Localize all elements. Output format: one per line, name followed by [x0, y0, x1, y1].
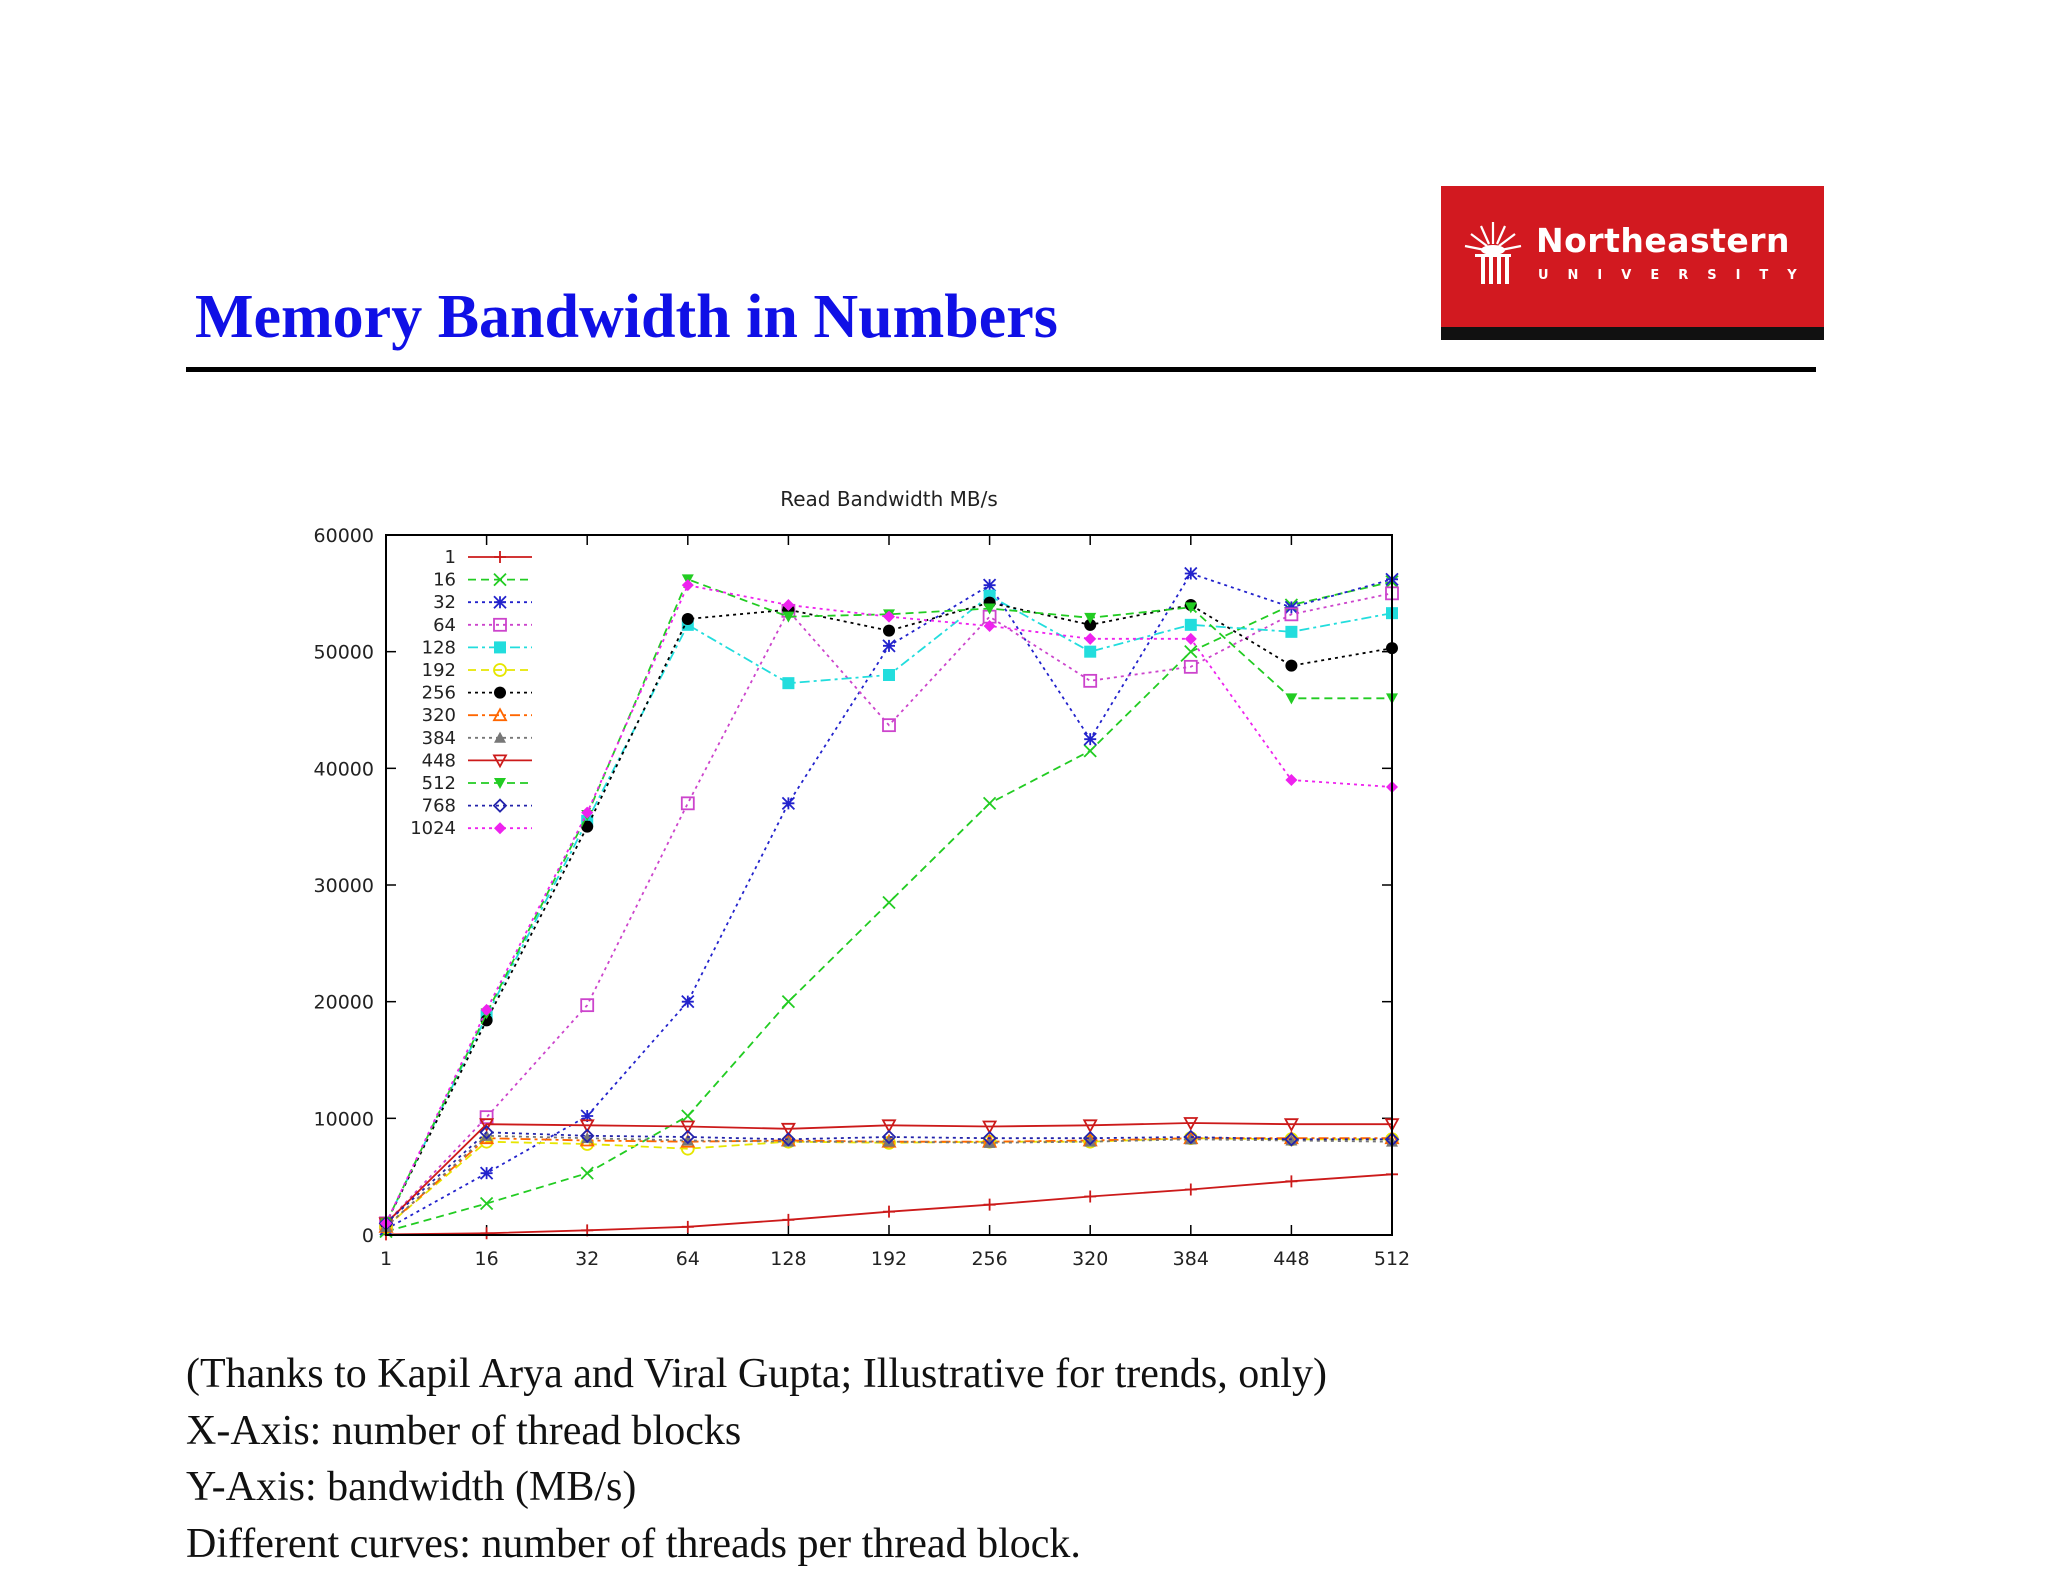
x-tick-label: 128 [770, 1248, 807, 1270]
caption-x-axis: X-Axis: number of thread blocks [186, 1407, 742, 1454]
chart-svg [290, 480, 1440, 1300]
data-point [782, 996, 794, 1008]
data-point [1285, 601, 1297, 613]
data-point [984, 579, 996, 591]
data-point [984, 797, 996, 809]
legend-label: 320 [421, 705, 456, 727]
legend-label: 384 [421, 727, 456, 749]
data-point [1185, 646, 1197, 658]
legend-label: 1024 [410, 818, 456, 840]
y-tick-label: 60000 [313, 525, 374, 547]
data-point [1285, 1175, 1297, 1187]
data-point [682, 1110, 694, 1122]
legend-label: 1 [444, 547, 456, 568]
logo-subtitle: UNIVERSITY [1538, 268, 1816, 283]
data-point [481, 1198, 493, 1210]
caption-curves: Different curves: number of threads per thread block. [186, 1520, 1081, 1567]
y-tick-label: 10000 [313, 1108, 374, 1131]
data-point [1285, 660, 1297, 672]
x-tick-label: 320 [1072, 1248, 1109, 1270]
x-tick-label: 192 [870, 1248, 908, 1270]
legend-marker [494, 596, 506, 608]
legend-label: 128 [421, 637, 456, 659]
legend-label: 512 [421, 773, 456, 794]
data-point [883, 1206, 895, 1218]
logo-wordmark: Northeastern [1536, 221, 1791, 260]
chart-title: Read Bandwidth MB/s [780, 487, 998, 511]
legend-marker [494, 822, 506, 834]
data-point [1084, 745, 1096, 757]
title-divider [186, 367, 1816, 372]
data-point [1285, 626, 1297, 638]
data-point [883, 897, 895, 909]
x-tick-label: 16 [474, 1248, 499, 1270]
data-point [1084, 646, 1096, 658]
x-tick-label: 512 [1373, 1248, 1411, 1270]
x-tick-label: 32 [575, 1248, 600, 1270]
data-point [481, 1167, 493, 1179]
data-point [682, 1221, 694, 1233]
data-point [682, 797, 694, 809]
data-point [782, 1214, 794, 1226]
data-point [883, 669, 895, 681]
x-tick-label: 64 [675, 1248, 700, 1270]
legend-label: 768 [421, 795, 456, 817]
caption-credits: (Thanks to Kapil Arya and Viral Gupta; Illustrative for trends, only) [186, 1351, 1327, 1397]
legend-label: 192 [421, 660, 456, 681]
legend-label: 16 [433, 569, 456, 591]
data-point [883, 640, 895, 652]
x-tick-label: 1 [379, 1248, 393, 1270]
series-line [386, 593, 1392, 1223]
data-point [682, 996, 694, 1008]
y-tick-label: 50000 [313, 641, 374, 664]
legend-label: 256 [421, 682, 456, 704]
slide-title: Memory Bandwidth in Numbers [195, 283, 1058, 351]
university-logo [1441, 186, 1824, 338]
data-point [682, 613, 694, 625]
data-point [1084, 733, 1096, 745]
series-line [386, 596, 1392, 1224]
legend-marker [494, 641, 506, 653]
y-tick-label: 40000 [313, 758, 374, 781]
caption-block [186, 1346, 1327, 1572]
data-point [782, 797, 794, 809]
legend-label: 448 [421, 750, 456, 772]
data-point [1185, 1184, 1197, 1196]
series-128 [380, 590, 1398, 1230]
x-tick-label: 448 [1273, 1248, 1310, 1270]
legend-marker [494, 687, 506, 699]
data-point [984, 1199, 996, 1211]
data-point [883, 625, 895, 637]
x-tick-label: 256 [971, 1248, 1008, 1270]
legend [410, 547, 532, 839]
data-point [1285, 774, 1297, 786]
y-tick-label: 0 [361, 1225, 374, 1247]
caption-y-axis: Y-Axis: bandwidth (MB/s) [186, 1464, 637, 1510]
legend-marker [494, 551, 506, 563]
data-point [1084, 633, 1096, 645]
data-point [1185, 568, 1197, 580]
x-tick-label: 384 [1172, 1248, 1209, 1270]
logo-underbar [1441, 327, 1824, 340]
y-tick-label: 20000 [313, 991, 374, 1014]
data-point [481, 1227, 493, 1239]
data-point [1285, 693, 1297, 704]
data-point [782, 677, 794, 689]
y-tick-label: 30000 [313, 875, 374, 897]
legend-label: 64 [433, 614, 456, 636]
data-point [1084, 1191, 1096, 1203]
data-point [1185, 619, 1197, 631]
data-point [1185, 633, 1197, 645]
bandwidth-chart [290, 480, 1440, 1305]
data-point [581, 1167, 593, 1179]
legend-label: 32 [433, 592, 456, 614]
torch-icon [1461, 218, 1525, 288]
